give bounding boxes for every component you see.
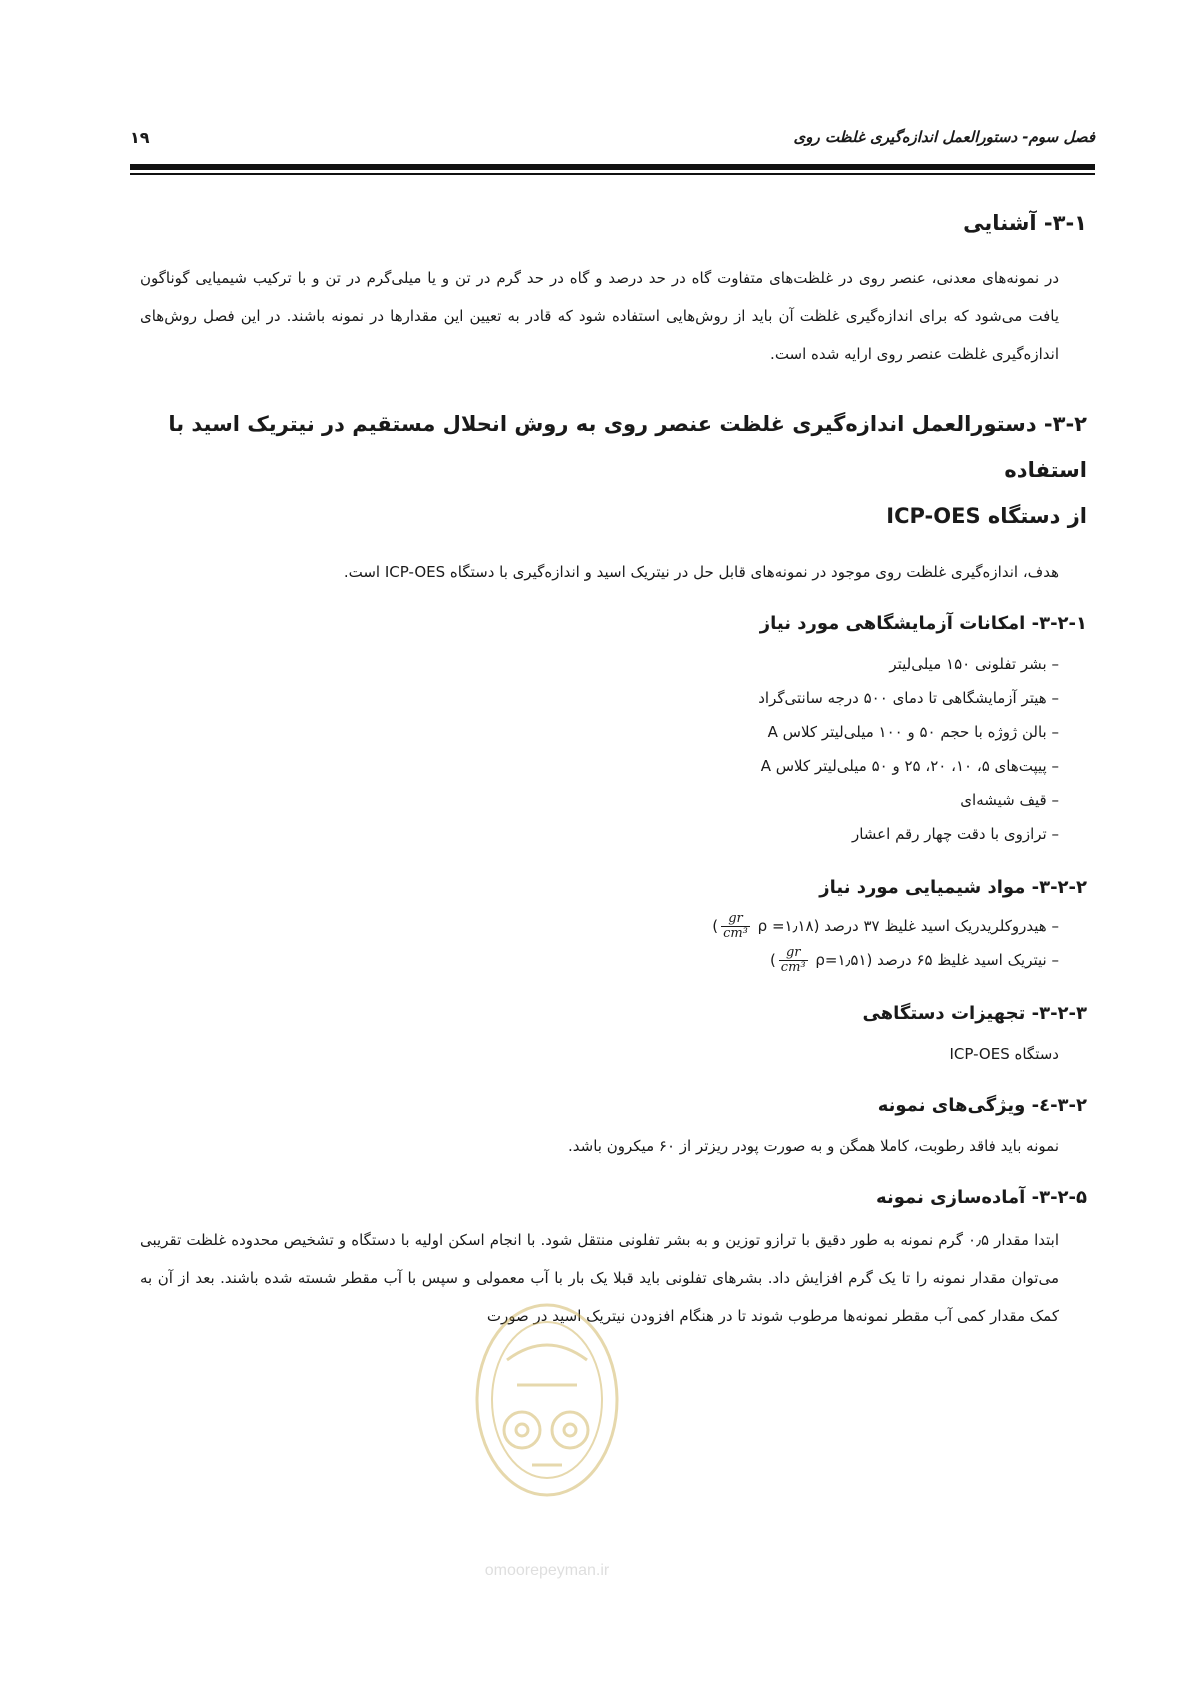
equipment-list: [140, 647, 1087, 851]
paren-close: ): [712, 917, 719, 935]
list-item: [140, 909, 1059, 943]
main-content: [140, 205, 1087, 1335]
fraction-numerator: gr: [721, 912, 750, 927]
header-rule-thick: [130, 164, 1095, 170]
chemicals-list: [140, 909, 1087, 977]
instrument-paragraph: دستگاه ICP-OES: [949, 1045, 1059, 1063]
paren-close: ): [769, 951, 776, 969]
intro-paragraph: در نمونه‌های معدنی، عنصر روی در غلظت‌های متفاوت گاه در حد درصد و گاه در حد گرم در تن و یا میلی‌گرم در تن و با ترکیب شیمیایی گوناگون یافت می‌شود که برای اندازه‌گیری غلظت آن باید از روش‌هایی استفاده شود که قادر به تعیین این مقدارها در نمونه باشند. در این فصل روش‌های اندازه‌گیری غلظت عنصر روی ارایه شده است.: [140, 269, 1059, 363]
method-title-line2: از دستگاه ICP-OES: [886, 504, 1087, 528]
density-fraction: [779, 946, 808, 975]
fraction-denominator: cm³: [723, 926, 748, 941]
method-title-line1: ۳-۲- دستورالعمل اندازه‌گیری غلظت عنصر روی به روش انحلال مستقیم در نیتریک اسید با استفاده: [168, 412, 1087, 482]
watermark-logo: [462, 1290, 632, 1580]
header-rule-thin: [130, 173, 1095, 175]
subsection-heading-sample-properties: ۳-۲-٤- ویژگی‌های نمونه: [877, 1095, 1087, 1116]
list-item: – بشر تفلونی ۱۵۰ میلی‌لیتر: [140, 647, 1059, 681]
chapter-title: فصل سوم- دستورالعمل اندازه‌گیری غلظت روی: [793, 128, 1095, 146]
subsection-heading-sample-prep: ۳-۲-۵- آماده‌سازی نمونه: [876, 1187, 1087, 1208]
sample-prep-paragraph: ابتدا مقدار ۰٫۵ گرم نمونه به طور دقیق با ترازو توزین و به بشر تفلونی منتقل شود. با انجام اسکن اولیه با دستگاه و تشخیص محدوده غلظت تقریبی می‌توان مقدار نمونه را تا یک گرم افزایش داد. بشرهای تفلونی باید قبلا یک بار با آب معمولی و سپس با آب مقطر شسته شده باشند. بعد از آن به کمک مقدار کمی آب مقطر نمونه‌ها مرطوب شوند تا در هنگام افزودن نیتریک اسید در صورت: [140, 1231, 1059, 1325]
page-number: ۱۹: [130, 128, 150, 147]
watermark-seal-icon: [462, 1290, 632, 1540]
subsection-heading-instruments: ۳-۲-۳- تجهیزات دستگاهی: [862, 1003, 1087, 1024]
fraction-denominator: cm³: [780, 960, 806, 975]
chemical-hcl-text: هیدروکلریدریک اسید غلیظ ۳۷ درصد (ρ =۱٫۱۸: [757, 917, 1047, 935]
list-item: [140, 943, 1059, 977]
subsection-heading-equipment: ۳-۲-۱- امکانات آزمایشگاهی مورد نیاز: [759, 613, 1087, 634]
list-item: – پیپت‌های ۵، ۱۰، ۲۰، ۲۵ و ۵۰ میلی‌لیتر کلاس A: [140, 749, 1059, 783]
list-item: – بالن ژوژه با حجم ۵۰ و ۱۰۰ میلی‌لیتر کلاس A: [140, 715, 1059, 749]
list-item: – قیف شیشه‌ای: [140, 783, 1059, 817]
section-heading-intro: ۳-۱- آشنایی: [963, 211, 1087, 235]
list-item: – هیتر آزمایشگاهی تا دمای ۵۰۰ درجه سانتی‌گراد: [140, 681, 1059, 715]
chemical-hno3-text: نیتریک اسید غلیظ ۶۵ درصد (ρ=۱٫۵۱: [815, 951, 1047, 969]
density-fraction: [721, 912, 750, 941]
list-item: – ترازوی با دقت چهار رقم اعشار: [140, 817, 1059, 851]
fraction-numerator: gr: [779, 946, 808, 961]
running-header: [130, 128, 1095, 152]
sample-properties-paragraph: نمونه باید فاقد رطوبت، کاملا همگن و به صورت پودر ریزتر از ۶۰ میکرون باشد.: [568, 1137, 1059, 1155]
watermark-url: omoorepeyman.ir: [484, 1562, 610, 1579]
subsection-heading-chemicals: ۳-۲-۲- مواد شیمیایی مورد نیاز: [819, 877, 1087, 898]
method-goal-paragraph: هدف، اندازه‌گیری غلظت روی موجود در نمونه‌های قابل حل در نیتریک اسید و اندازه‌گیری با دستگاه ICP-OES است.: [343, 563, 1059, 581]
section-heading-method: [140, 401, 1087, 539]
